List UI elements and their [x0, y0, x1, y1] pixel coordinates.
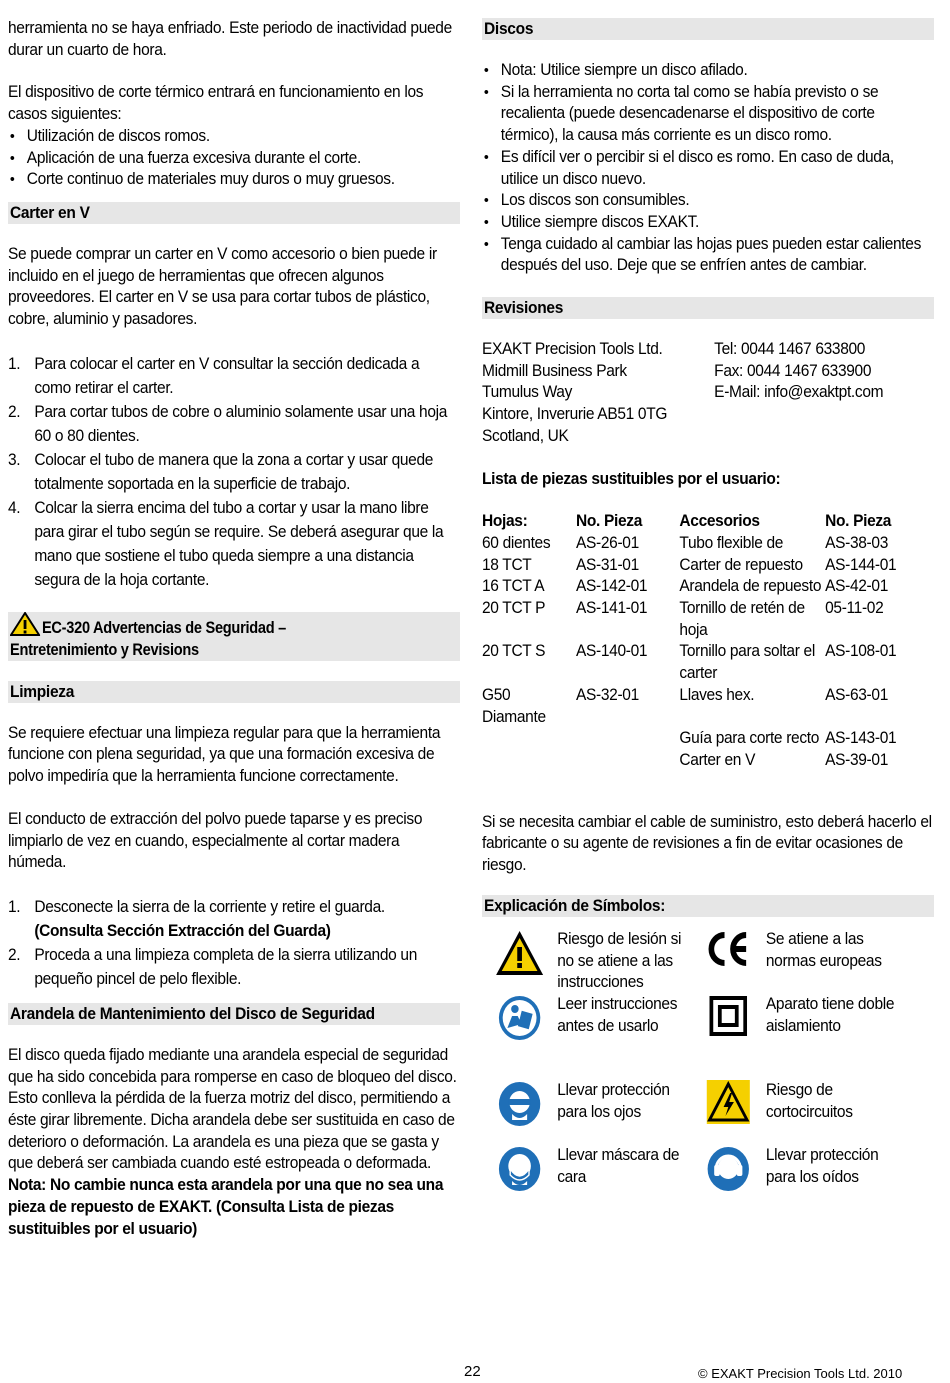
list-item: 1. Desconecte la sierra de la corriente y retire el guarda. (Consulta Sección Extracción del Guarda)	[8, 897, 385, 940]
symbol-label: Leer instrucciones antes de usarlo	[557, 994, 678, 1035]
list-item: • Aplicación de una fuerza excesiva durante el corte.	[8, 148, 458, 170]
discos-bullet-list	[482, 60, 932, 277]
carter-steps	[8, 352, 458, 592]
table-row: 60 dientes AS-26-01 Tubo flexible de AS-38-03	[482, 533, 888, 552]
symbols-grid	[482, 929, 932, 1193]
table-row: 20 TCT S AS-140-01 Tornillo para soltar el carter AS-108-01	[482, 642, 897, 683]
section-header-limpieza: Limpieza	[8, 681, 460, 703]
page-number: 22	[464, 1363, 481, 1380]
list-item: • Utilización de discos romos.	[8, 126, 458, 148]
table-row: 18 TCT AS-31-01 Carter de repuesto AS-144-01	[482, 555, 897, 574]
list-item: 2. Para cortar tubos de cobre o aluminio solamente usar una hoja 60 o 80 dientes.	[8, 402, 448, 445]
face-mask-icon	[497, 1145, 542, 1193]
address: EXAKT Precision Tools Ltd. Midmill Business Park Tumulus Way Kintore, Inverurie AB51 0TG Scotland, UK	[482, 340, 668, 445]
list-item: • Nota: Utilice siempre un disco afilado.	[482, 60, 932, 82]
list-item: • Los discos son consumibles.	[482, 190, 932, 212]
list-item: 4. Colcar la sierra encima del tubo a cortar y usar la mano libre para girar el tubo según se require. Se deberá asegurar que la mano que sostiene el tubo queda siempre a una distancia segura de la hoja cortante.	[8, 498, 444, 589]
limpieza-paragraph-1: Se requiere efectuar una limpieza regular para que la herramienta funcione con plena seguridad, ya que una formación excesiva de polvo impediría que la herramienta funcione correctamente.	[8, 723, 441, 786]
copyright: © EXAKT Precision Tools Ltd. 2010	[698, 1366, 903, 1381]
table-row: 20 TCT P AS-141-01 Tornillo de retén de hoja 05-11-02	[482, 599, 884, 639]
list-item: • Tenga cuidado al cambiar las hojas pues pueden estar calientes después del uso. Deje que se enfríen antes de cambiar.	[482, 234, 932, 277]
arandela-paragraph: El disco queda fijado mediante una arandela especial de seguridad que ha sido concebida para romperse en caso de bloqueo del disco. Esto conlleva la pérdida de la fuerza motriz del disco, permitiendo a éste girar libremente. Dicha arandela debe ser sustituida en caso de deterioro o deformación. La arandela es una pieza que se gasta y que deberá ser cambiada cuando esté estropeada o deformada.	[8, 1045, 457, 1173]
right-column	[482, 18, 934, 1193]
intro-paragraph-2: El dispositivo de corte térmico entrará en funcionamiento en los casos siguientes:	[8, 83, 424, 124]
list-item: • Corte continuo de materiales muy duros o muy gruesos.	[8, 169, 458, 191]
carter-paragraph: Se puede comprar un carter en V como accesorio o bien puede ir incluido en el juego de herramientas que ofrecen algunos proveedores. El carter en V se usa para cortar tubos de plástico, cobre, aluminio y pasadores.	[8, 244, 437, 329]
read-manual-icon	[497, 994, 542, 1042]
phone-contacts: Tel: 0044 1467 633800 Fax: 0044 1467 633900 E-Mail: info@exaktpt.com	[714, 340, 884, 402]
ear-protection-icon	[706, 1145, 751, 1193]
symbol-label: Llevar protección para los ojos	[557, 1080, 670, 1121]
limpieza-steps	[8, 895, 458, 991]
limpieza-paragraph-2: El conducto de extracción del polvo puede taparse y es preciso limpiarlo de vez en cuando, especialmente al cortar madera húmeda.	[8, 809, 423, 872]
list-item: 3. Colocar el tubo de manera que la zona a cortar y usar quede totalmente soportada en la superficie de trabajo.	[8, 450, 434, 493]
list-item: 1. Para colocar el carter en V consultar la sección dedicada a como retirar el carter.	[8, 354, 420, 397]
intro-bullet-list	[8, 126, 458, 191]
section-header-symbols: Explicación de Símbolos:	[482, 895, 934, 917]
section-header-discos: Discos	[482, 18, 934, 40]
section-header-revisiones: Revisiones	[482, 297, 934, 319]
table-header-row: Hojas: No. Pieza Accesorios No. Pieza	[482, 512, 892, 531]
symbol-label: Riesgo de cortocircuitos	[765, 1080, 853, 1121]
symbol-label: Aparato tiene doble aislamiento	[765, 994, 895, 1035]
symbol-label: Se atiene a las normas europeas	[765, 929, 882, 970]
list-item: • Si la herramienta no corta tal como se había previsto o se recalienta (puede desencadenarse el dispositivo de corte térmico), la causa más corriente es un disco romo.	[482, 82, 932, 147]
table-row: 16 TCT A AS-142-01 Arandela de repuesto AS-42-01	[482, 577, 888, 596]
intro-paragraph-1: herramienta no se haya enfriado. Este periodo de inactividad puede durar un cuarto de hora.	[8, 19, 452, 59]
list-item: 2. Proceda a una limpieza completa de la sierra utilizando un pequeño pincel de pelo flexible.	[8, 945, 418, 988]
warning-icon	[10, 612, 40, 636]
table-row: G50 Diamante AS-32-01 Llaves hex. AS-63-01	[482, 685, 888, 726]
electric-hazard-icon	[707, 1080, 750, 1124]
left-column	[8, 18, 460, 1240]
cable-paragraph: Si se necesita cambiar el cable de suministro, esto deberá hacerlo el fabricante o su agente de revisiones a fin de evitar ocasiones de riesgo.	[482, 812, 932, 875]
arandela-note: Nota: No cambie nunca esta arandela por una que no sea una pieza de repuesto de EXAKT. (Consulta Lista de piezas sustituibles por el usuario)	[8, 1176, 444, 1238]
eye-protection-icon	[497, 1080, 542, 1128]
symbol-label: Riesgo de lesión si no se atiene a las instrucciones	[557, 929, 682, 992]
table-row: Carter en V AS-39-01	[679, 750, 888, 769]
list-item: • Es difícil ver o percibir si el disco es romo. En caso de duda, utilice un disco nuevo.	[482, 147, 932, 190]
double-insulation-icon	[709, 996, 747, 1036]
parts-list-title: Lista de piezas sustituibles por el usuario:	[482, 469, 781, 488]
ce-mark-icon	[705, 929, 752, 969]
section-header-safety: EC-320 Advertencias de Seguridad – Entretenimiento y Revisions	[8, 612, 460, 661]
table-row: Guía para corte recto AS-143-01	[679, 729, 897, 748]
contact-block	[482, 339, 932, 448]
symbol-label: Llevar protección para los oídos	[765, 1145, 879, 1186]
warning-icon	[494, 929, 545, 977]
parts-table	[482, 511, 907, 771]
list-item: • Utilice siempre discos EXAKT.	[482, 212, 932, 234]
section-header-carter: Carter en V	[8, 202, 460, 224]
symbol-label: Llevar máscara de cara	[557, 1145, 680, 1186]
section-header-arandela: Arandela de Mantenimiento del Disco de Seguridad	[8, 1003, 460, 1025]
